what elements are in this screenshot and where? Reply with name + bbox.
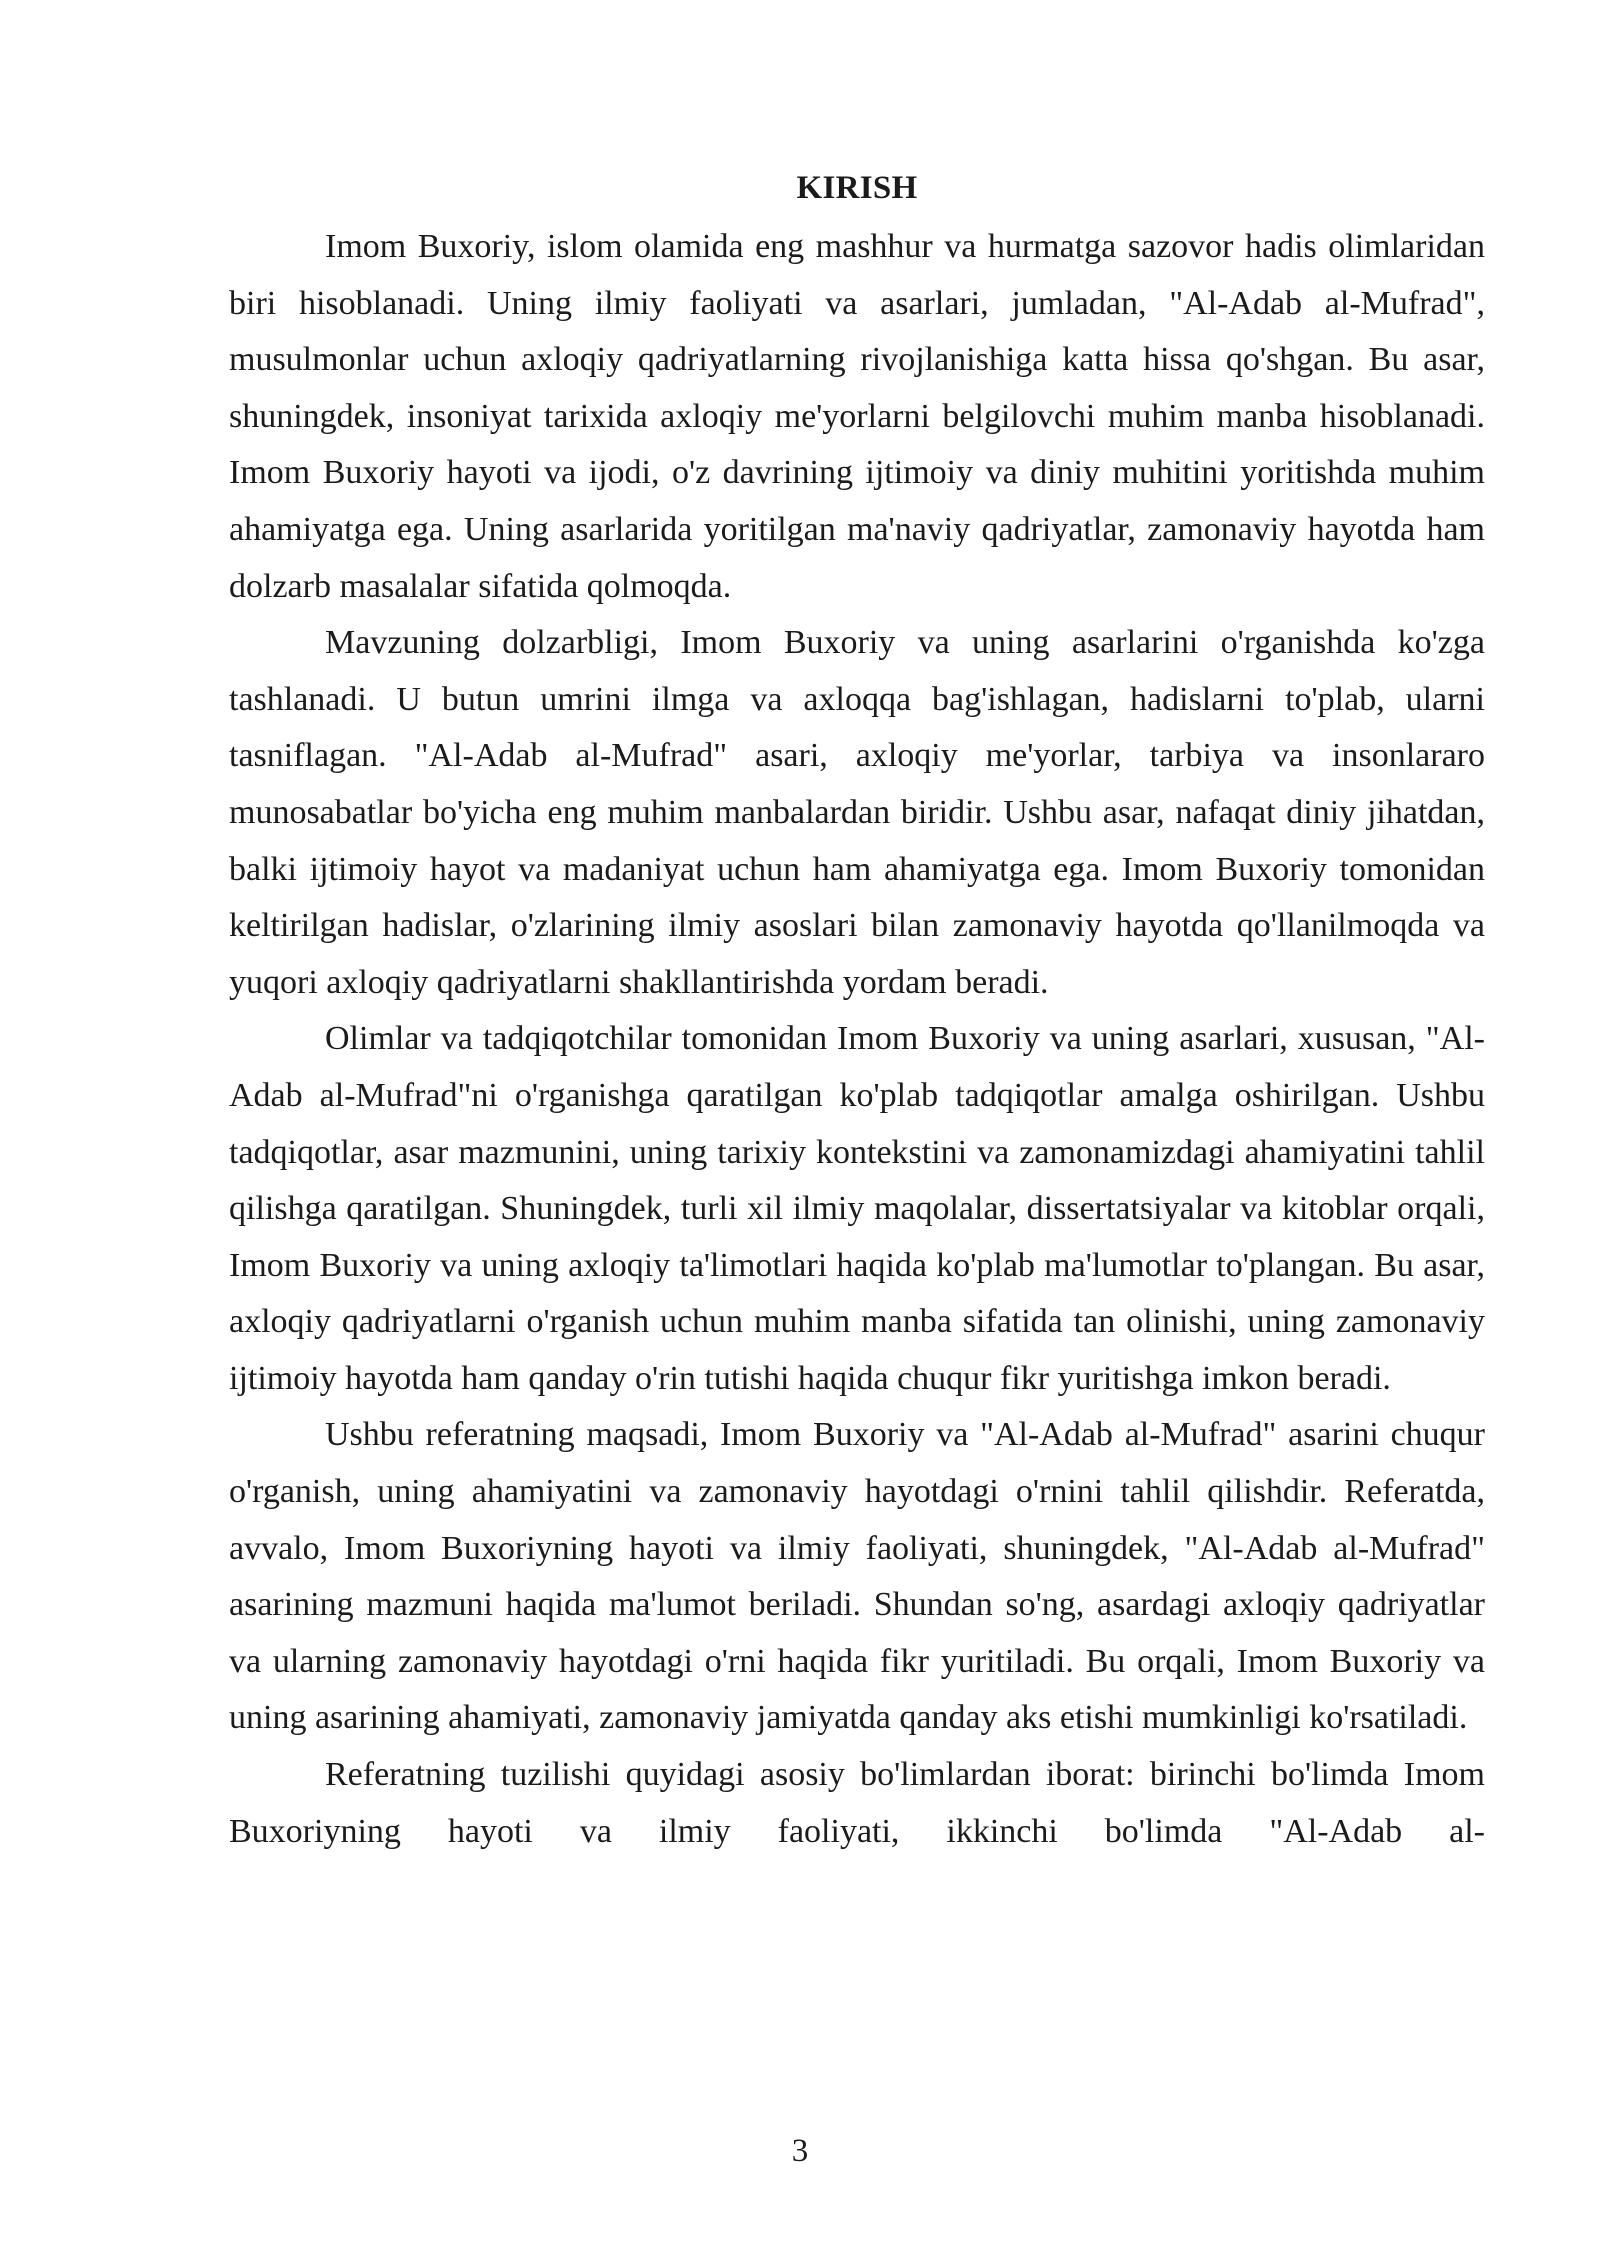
paragraph-research-review: Olimlar va tadqiqotchilar tomonidan Imom Buxoriy va uning asarlari, xususan, "Al-Adab al-Mufrad"ni o'rganishga qaratilgan ko'plab tadqiqotlar amalga oshirilgan. Ushbu tadqiqotlar, asar mazmunini, uning tarixiy kontekstini va zamonamizdagi ahamiyatini tahlil qilishga qaratilgan. Shuningdek, turli xil ilmiy maqolalar, dissertatsiyalar va kitoblar orqali, Imom Buxoriy va uning axloqiy ta'limotlari haqida ko'plab ma'lumotlar to'plangan. Bu asar, axloqiy qadriyatlarni o'rganish uchun muhim manba sifatida tan olinishi, uning zamonaviy ijtimoiy hayotda ham qanday o'rin tutishi haqida chuqur fikr yuritishga imkon beradi. bbox=[229, 1020, 1485, 1397]
page-title: KIRISH bbox=[796, 170, 918, 206]
page-content bbox=[229, 160, 1485, 1860]
paragraph-relevance: Mavzuning dolzarbligi, Imom Buxoriy va uning asarlarini o'rganishda ko'zga tashlanadi. U butun umrini ilmga va axloqqa bag'ishlagan, hadislarni to'plab, ularni tasniflagan. "Al-Adab al-Mufrad" asari, axloqiy me'yorlar, tarbiya va insonlararo munosabatlar bo'yicha eng muhim manbalardan biridir. Ushbu asar, nafaqat diniy jihatdan, balki ijtimoiy hayot va madaniyat uchun ham ahamiyatga ega. Imom Buxoriy tomonidan keltirilgan hadislar, o'zlarining ilmiy asoslari bilan zamonaviy hayotda qo'llanilmoqda va yuqori axloqiy qadriyatlarni shakllantirishda yordam beradi. bbox=[229, 624, 1485, 1001]
paragraph-introduction: Imom Buxoriy, islom olamida eng mashhur va hurmatga sazovor hadis olimlaridan biri hisoblanadi. Uning ilmiy faoliyati va asarlari, jumladan, "Al-Adab al-Mufrad", musulmonlar uchun axloqiy qadriyatlarning rivojlanishiga katta hissa qo'shgan. Bu asar, shuningdek, insoniyat tarixida axloqiy me'yorlarni belgilovchi muhim manba hisoblanadi. Imom Buxoriy hayoti va ijodi, o'z davrining ijtimoiy va diniy muhitini yoritishda muhim ahamiyatga ega. Uning asarlarida yoritilgan ma'naviy qadriyatlar, zamonaviy hayotda ham dolzarb masalalar sifatida qolmoqda. bbox=[229, 228, 1485, 605]
page-number: 3 bbox=[791, 2133, 809, 2169]
paragraph-structure: Referatning tuzilishi quyidagi asosiy bo'limlardan iborat: birinchi bo'limda Imom Buxoriyning hayoti va ilmiy faoliyati, ikkinchi bo'limda "Al-Adab al- bbox=[229, 1756, 1485, 1850]
paragraph-purpose: Ushbu referatning maqsadi, Imom Buxoriy va "Al-Adab al-Mufrad" asarini chuqur o'rganish, uning ahamiyatini va zamonaviy hayotdagi o'rnini tahlil qilishdir. Referatda, avvalo, Imom Buxoriyning hayoti va ilmiy faoliyati, shuningdek, "Al-Adab al-Mufrad" asarining mazmuni haqida ma'lumot beriladi. Shundan so'ng, asardagi axloqiy qadriyatlar va ularning zamonaviy hayotdagi o'rni haqida fikr yuritiladi. Bu orqali, Imom Buxoriy va uning asarining ahamiyati, zamonaviy jamiyatda qanday aks etishi mumkinligi ko'rsatiladi. bbox=[229, 1416, 1485, 1737]
